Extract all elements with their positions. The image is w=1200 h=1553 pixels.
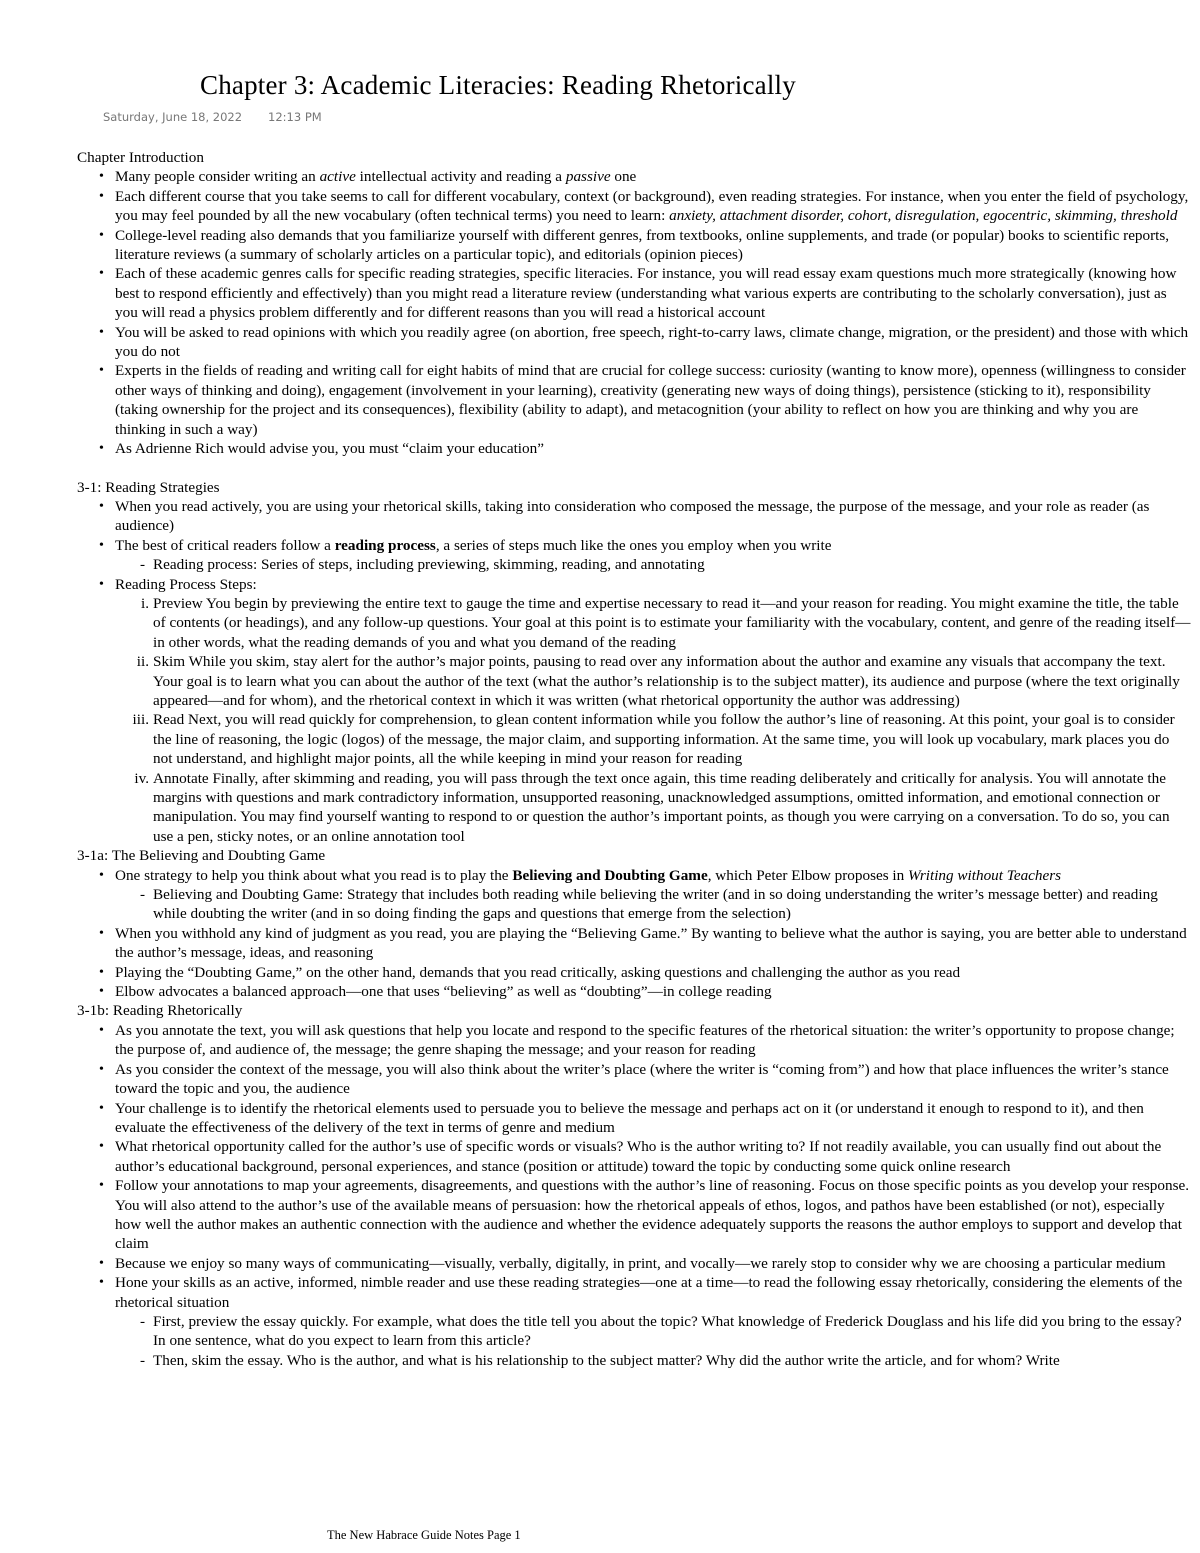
s1b-bullets — [77, 1021, 1192, 1370]
step-item: iii. Read Next, you will read quickly for comprehension, to glean content information while you follow the author’s line of reasoning. At this point, your goal is to consider the line of reasoning, the logic (logos) of the message, the major claim, and supporting information. At the same time, you will look up vocabulary, mark places you do not understand, and highlight major points, all the while keeping in mind your reason for reading — [132, 711, 1175, 768]
bullet: • Each of these academic genres calls for specific reading strategies, specific literacies. For instance, you will read essay exam questions much more strategically (knowing how best to respond efficiently and effectively) than you might read a literature review (understanding what various experts are contributing to the scholarly conversation), just as you will read a physics problem differently and for different reasons than you will read a historical account — [77, 264, 1192, 322]
step-item: iv. Annotate Finally, after skimming and reading, you will pass through the text once again, this time reading deliberately and critically for analysis. You will annotate the margins with questions and mark contradictory information, unsupported reasoning, unacknowledged assumptions, omitted information, and emotional connection or manipulation. You may find yourself wanting to respond to or question the author’s important points, as though you were carrying on a conversation. To do so, you can use a pen, sticky notes, or an online annotation tool — [134, 769, 1170, 845]
notes-body — [77, 148, 1192, 1370]
sub-bullets — [115, 555, 1192, 574]
page-title: Chapter 3: Academic Literacies: Reading Rhetorically — [200, 70, 796, 100]
bullet: • As you annotate the text, you will ask questions that help you locate and respond to the specific features of the rhetorical situation: the writer’s opportunity to propose change; the purpose of, and audience of, the message; the genre shaping the message; and your reason for reading — [77, 1021, 1192, 1060]
sub-bullets — [115, 1312, 1192, 1370]
section-heading-3-1b: 3-1b: Reading Rhetorically — [77, 1002, 243, 1020]
bullet: • What rhetorical opportunity called for the author’s use of specific words or visuals? Who is the author writing to? If not readily available, you can usually find out about the author’s educational background, personal experiences, and stance (position or attitude) toward the topic by conducting some quick online research — [77, 1137, 1192, 1176]
intro-bullets — [77, 167, 1192, 458]
bullet: • One strategy to help you think about what you read is to play the Believing and Doubting Game, which Peter Elbow proposes in Writing without Teachers - Believing and Doubting Game: Strategy that includes both reading while believing the writer (and in so doing understanding the writer’s message better) and reading while doubting the writer (and in so doing finding the gaps and questions that emerge from the selection) — [77, 866, 1192, 924]
sub-bullet: - Then, skim the essay. Who is the author, and what is his relationship to the subject matter? Why did the author write the article, and for whom? Write — [115, 1351, 1192, 1370]
bullet: • Hone your skills as an active, informed, nimble reader and use these reading strategies—one at a time—to read the following essay rhetorically, considering the elements of the rhetorical situation - First, preview the essay quickly. For example, what does the title tell you about the topic? What knowledge of Frederick Douglass and his life did you bring to the essay? In one sentence, what do you expect to learn from this article? - Then, skim the essay. Who is the author, and what is his relationship to the subject matter? Why did the author write the article, and for whom? Write — [77, 1273, 1192, 1370]
section-heading-intro: Chapter Introduction — [77, 149, 204, 166]
bullet: • Experts in the fields of reading and writing call for eight habits of mind that are crucial for college success: curiosity (wanting to know more), openness (willingness to consider other ways of thinking and doing), engagement (involvement in your learning), creativity (generating new ways of doing things), persistence (sticking to it), responsibility (taking ownership for the project and its consequences), flexibility (ability to adapt), and metacognition (your ability to reflect on how you are thinking and why you are thinking in such a way) — [77, 361, 1192, 439]
bullet: • As Adrienne Rich would advise you, you must “claim your education” — [77, 439, 1192, 458]
dateline — [103, 110, 322, 124]
bullet: • Each different course that you take seems to call for different vocabulary, context (or background), even reading strategies. For instance, when you enter the field of psychology, you may feel pounded by all the new vocabulary (often technical terms) you need to learn: anxiety, attachment disorder, cohort, disregulation, egocentric, skimming, threshold — [77, 187, 1192, 226]
reading-steps-list — [115, 594, 1192, 846]
sub-bullet: - Reading process: Series of steps, including previewing, skimming, reading, and annotating — [115, 555, 1192, 574]
sub-bullets — [115, 885, 1192, 924]
bullet: • As you consider the context of the message, you will also think about the writer’s place (where the writer is “coming from”) and how that place influences the writer’s stance toward the topic and you, the audience — [77, 1060, 1192, 1099]
bullet: • When you withhold any kind of judgment as you read, you are playing the “Believing Game.” By wanting to believe what the author is saying, you are better able to understand the author’s message, ideas, and reasoning — [77, 924, 1192, 963]
step-item: ii. Skim While you skim, stay alert for the author’s major points, pausing to read over any information about the author and examine any visuals that accompany the text. Your goal is to learn what you can about the author of the text (what the author’s relationship is to the subject matter), its audience and purpose (where the text originally appeared—and for whom), and the rhetorical context in which it was written (what rhetorical opportunity the author was addressing) — [136, 653, 1180, 709]
sub-bullet: - First, preview the essay quickly. For example, what does the title tell you about the topic? What knowledge of Frederick Douglass and his life did you bring to the essay? In one sentence, what do you expect to learn from this article? — [115, 1312, 1192, 1351]
bullet: • Because we enjoy so many ways of communicating—visually, verbally, digitally, in print, and vocally—we rarely stop to consider why we are choosing a particular medium — [77, 1254, 1192, 1273]
bullet: • The best of critical readers follow a reading process, a series of steps much like the ones you employ when you write - Reading process: Series of steps, including previewing, skimming, reading, and annotating — [77, 536, 1192, 575]
step-item: i. Preview You begin by previewing the entire text to gauge the time and expertise necessary to read it—and your reason for reading. You might examine the title, the table of contents (or headings), and any follow-up questions. Your goal at this point is to estimate your familiarity with the vocabulary, content, and genre of the reading itself—in other words, what the reading demands of you and what you demand of the reading — [140, 594, 1191, 651]
bullet: • You will be asked to read opinions with which you readily agree (on abortion, free speech, right-to-carry laws, climate change, migration, or the president) and those with which you do not — [77, 323, 1192, 362]
section-heading-3-1a: 3-1a: The Believing and Doubting Game — [77, 847, 326, 865]
bullet: • Follow your annotations to map your agreements, disagreements, and questions with the author’s line of reasoning. Focus on those specific points as you develop your response. You will also attend to the author’s use of the available means of persuasion: how the rhetorical appeals of ethos, logos, and pathos have been established (or not), especially how well the author makes an authentic connection with the audience and whether the evidence adequately supports the reasons the author employs to support and develop that claim — [77, 1176, 1192, 1254]
spacer — [77, 459, 1192, 478]
page-date: Saturday, June 18, 2022 — [103, 110, 243, 124]
bullet: • College-level reading also demands that you familiarize yourself with different genres, from textbooks, online supplements, and trade (or popular) books to scientific reports, literature reviews (a summary of scholarly articles on a particular topic), and editorials (opinion pieces) — [77, 226, 1192, 265]
bullet: • Many people consider writing an active intellectual activity and reading a passive one — [77, 167, 1192, 186]
page-footer: The New Habrace Guide Notes Page 1 — [327, 1528, 521, 1542]
sub-bullet: - Believing and Doubting Game: Strategy that includes both reading while believing the writer (and in so doing understanding the writer’s message better) and reading while doubting the writer (and in so doing finding the gaps and questions that emerge from the selection) — [115, 885, 1192, 924]
s1a-bullets — [77, 866, 1192, 1002]
bullet: • When you read actively, you are using your rhetorical skills, taking into consideration who composed the message, the purpose of the message, and your role as reader (as audience) — [77, 497, 1192, 536]
s1-bullets — [77, 497, 1192, 846]
bullet: • Reading Process Steps: i. Preview You begin by previewing the entire text to gauge the time and expertise necessary to read it—and your reason for reading. You might examine the title, the table of contents (or headings), and any follow-up questions. Your goal at this point is to estimate your familiarity with the vocabulary, content, and genre of the reading itself—in other words, what the reading demands of you and what you demand of the reading ii. Skim While you skim, stay alert for the author’s major points, pausing to read over any information about the author and examine any visuals that accompany the text. Your goal is to learn what you can about the author of the text (what the author’s relationship is to the subject matter), its audience and purpose (where the text originally appeared—and for whom), and the rhetorical context in which it was written (what rhetorical opportunity the author was addressing) iii. Read Next, you will read quickly for comprehension, to glean content information while you follow the author’s line of reasoning. At this point, your goal is to consider the line of reasoning, the logic (logos) of the message, the major claim, and supporting information. At the same time, you will look up vocabulary, mark places you do not understand, and highlight major points, all the while keeping in mind your reason for reading iv. Annotate Finally, after skimming and reading, you will pass through the text once again, this time reading deliberately and critically for analysis. You will annotate the margins with questions and mark contradictory information, unsupported reasoning, unacknowledged assumptions, omitted information, and emotional connection or manipulation. You may find yourself wanting to respond to or question the author’s important points, as though you were carrying on a conversation. To do so, you can use a pen, sticky notes, or an online annotation tool — [77, 575, 1192, 847]
bullet: • Your challenge is to identify the rhetorical elements used to persuade you to believe the message and perhaps act on it (or understand it enough to respond to it), and then evaluate the effectiveness of the delivery of the text in terms of genre and medium — [77, 1099, 1192, 1138]
bullet: • Playing the “Doubting Game,” on the other hand, demands that you read critically, asking questions and challenging the author as you read — [77, 963, 1192, 982]
page-time: 12:13 PM — [268, 110, 322, 124]
bullet: • Elbow advocates a balanced approach—one that uses “believing” as well as “doubting”—in college reading — [77, 982, 1192, 1001]
section-heading-3-1: 3-1: Reading Strategies — [77, 478, 220, 496]
